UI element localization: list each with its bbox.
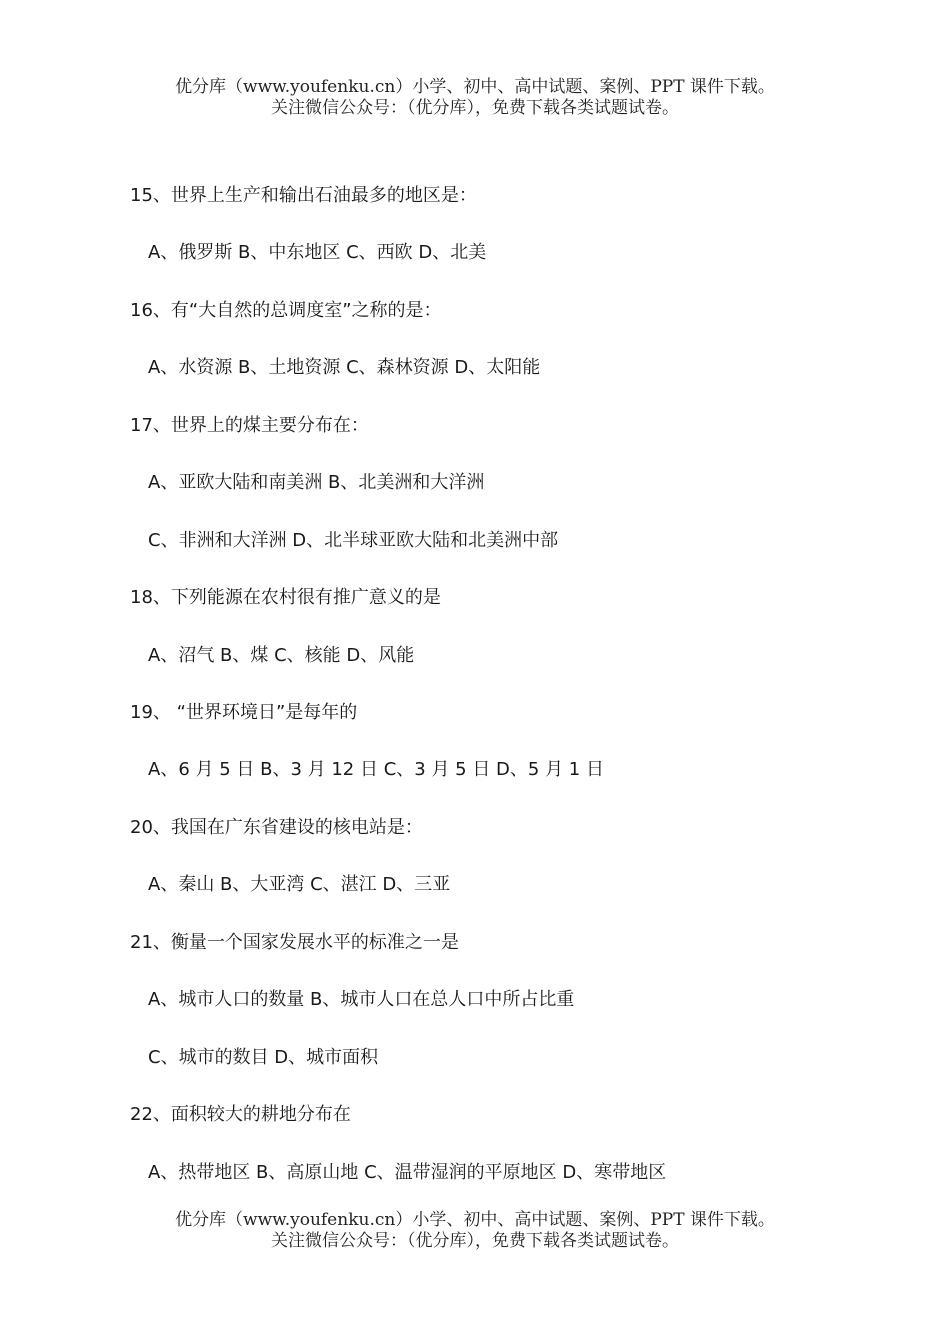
header-line-2: 关注微信公众号：（优分库），免费下载各类试题试卷。 <box>271 98 679 118</box>
header-banner <box>0 77 950 119</box>
footer-line-1: 优分库（www.youfenku.cn）小学、初中、高中试题、案例、PPT 课件下载。 <box>175 1210 775 1230</box>
question-17-options-ab: A、亚欧大陆和南美洲 B、北美洲和大洋洲 <box>148 472 485 493</box>
question-19-options: A、6 月 5 日 B、3 月 12 日 C、3 月 5 日 D、5 月 1 日 <box>148 759 604 780</box>
footer-banner <box>0 1210 950 1252</box>
question-15-stem: 15、世界上生产和输出石油最多的地区是： <box>130 185 477 206</box>
question-20-stem: 20、我国在广东省建设的核电站是： <box>130 817 423 838</box>
question-16-stem: 16、有“大自然的总调度室”之称的是： <box>130 300 442 321</box>
question-18-stem: 18、下列能源在农村很有推广意义的是 <box>130 587 441 608</box>
question-18-options: A、沼气 B、煤 C、核能 D、风能 <box>148 645 415 666</box>
question-17-options-cd: C、非洲和大洋洲 D、北半球亚欧大陆和北美洲中部 <box>148 530 559 551</box>
footer-line-2: 关注微信公众号：（优分库），免费下载各类试题试卷。 <box>271 1231 679 1251</box>
question-21-options-ab: A、城市人口的数量 B、城市人口在总人口中所占比重 <box>148 989 575 1010</box>
question-19-stem: 19、 “世界环境日”是每年的 <box>130 702 358 723</box>
question-21-stem: 21、衡量一个国家发展水平的标准之一是 <box>130 932 459 953</box>
question-21-options-cd: C、城市的数目 D、城市面积 <box>148 1047 379 1068</box>
header-line-1: 优分库（www.youfenku.cn）小学、初中、高中试题、案例、PPT 课件下载。 <box>175 77 775 97</box>
question-17-stem: 17、世界上的煤主要分布在： <box>130 415 369 436</box>
question-15-options: A、俄罗斯 B、中东地区 C、西欧 D、北美 <box>148 242 487 263</box>
question-22-options: A、热带地区 B、高原山地 C、温带湿润的平原地区 D、寒带地区 <box>148 1162 667 1183</box>
question-20-options: A、秦山 B、大亚湾 C、湛江 D、三亚 <box>148 874 451 895</box>
question-22-stem: 22、面积较大的耕地分布在 <box>130 1104 351 1125</box>
question-16-options: A、水资源 B、土地资源 C、森林资源 D、太阳能 <box>148 357 541 378</box>
